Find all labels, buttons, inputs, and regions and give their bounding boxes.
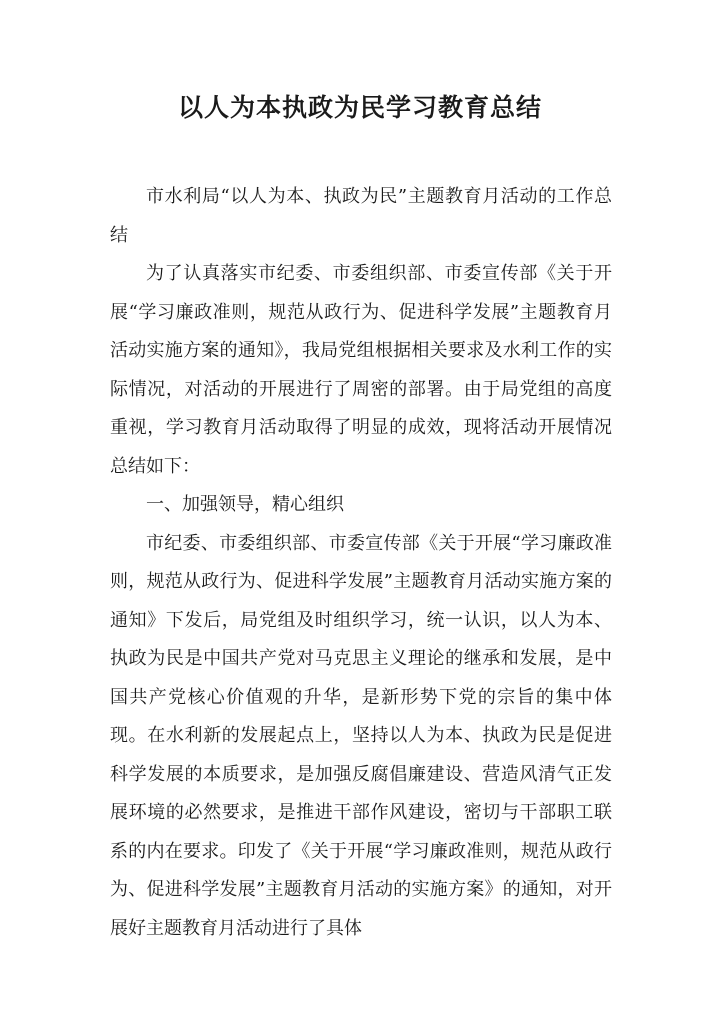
document-title: 以人为本执政为民学习教育总结 xyxy=(177,93,542,122)
paragraph-section-one: 市纪委、市委组织部、市委宣传部《关于开展“学习廉政准则，规范从政行为、促进科学发展”主题教育月活动实施方案的通知》下发后，局党组及时组织学习，统一认识，以人为本、执政为民是中国共产党对马克思主义理论的继承和发展，是中国共产党核心价值观的升华，是新形势下党的宗旨的集中体现。在水利新的发展起点上，坚持以人为本、执政为民是促进科学发展的本质要求，是加强反腐倡廉建设、营造风清气正发展环境的必然要求，是推进干部作风建设，密切与干部职工联系的内在要求。印发了《关于开展“学习廉政准则，规范从政行为、促进科学发展”主题教育月活动的实施方案》的通知，对开展好主题教育月活动进行了具体 xyxy=(110,532,612,939)
paragraph-intro: 为了认真落实市纪委、市委组织部、市委宣传部《关于开展“学习廉政准则，规范从政行为、促进科学发展”主题教育月活动实施方案的通知》，我局党组根据相关要求及水利工作的实际情况，对活动的开展进行了周密的部署。由于局党组的高度重视，学习教育月活动取得了明显的成效，现将活动开展情况总结如下： xyxy=(110,263,612,477)
paragraph-subtitle: 市水利局“以人为本、执政为民”主题教育月活动的工作总结 xyxy=(110,186,612,246)
section-heading: 一、加强领导，精心组织 xyxy=(146,494,344,515)
document-body xyxy=(110,178,612,948)
